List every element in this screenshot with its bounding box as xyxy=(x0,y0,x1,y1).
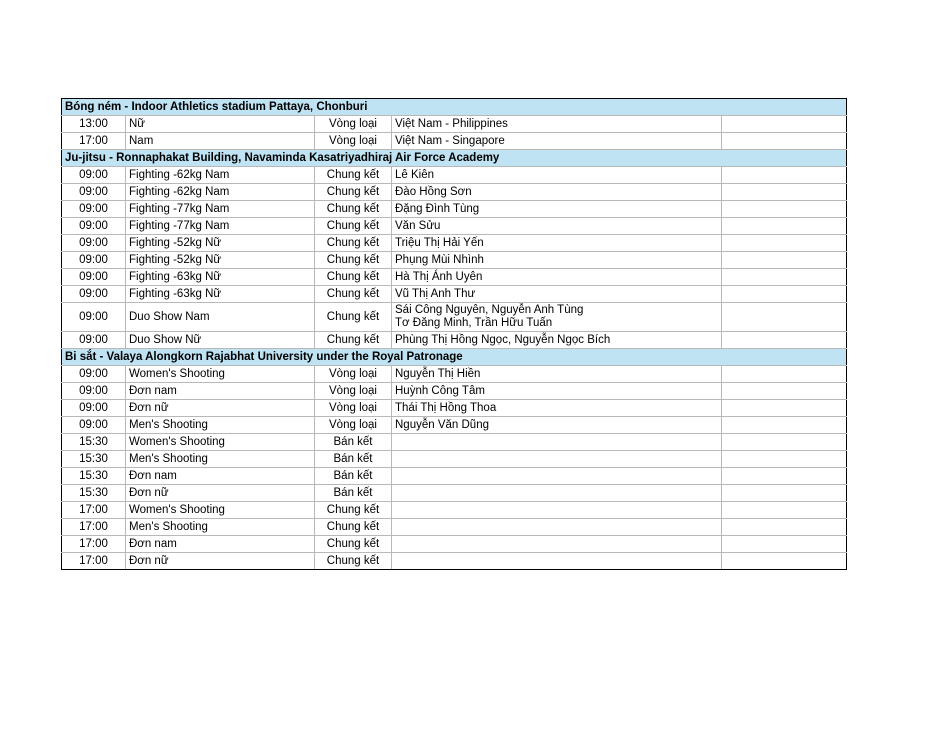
schedule-row xyxy=(62,235,847,252)
note-cell xyxy=(722,184,847,201)
athlete-name: Lê Kiên xyxy=(395,168,435,181)
round-cell: Bán kết xyxy=(315,451,392,468)
schedule-row xyxy=(62,434,847,451)
round-cell: Chung kết xyxy=(315,303,392,332)
event-cell: Women's Shooting xyxy=(126,434,315,451)
event-cell: Fighting -52kg Nữ xyxy=(126,235,315,252)
time-cell: 15:30 xyxy=(62,485,126,502)
note-cell xyxy=(722,167,847,184)
schedule-row xyxy=(62,184,847,201)
event-cell: Women's Shooting xyxy=(126,366,315,383)
section-title: Ju-jitsu - Ronnaphakat Building, Navaminda Kasatriyadhiraj Air Force Academy xyxy=(62,150,847,167)
athlete-cell xyxy=(392,286,722,303)
round-cell: Vòng loại xyxy=(315,133,392,150)
time-cell: 09:00 xyxy=(62,286,126,303)
schedule-row xyxy=(62,366,847,383)
schedule-table xyxy=(61,98,847,570)
time-cell: 15:30 xyxy=(62,468,126,485)
time-cell: 09:00 xyxy=(62,235,126,252)
schedule-row xyxy=(62,116,847,133)
schedule-row xyxy=(62,252,847,269)
athlete-name: Việt Nam - Philippines xyxy=(395,117,508,130)
round-cell: Chung kết xyxy=(315,502,392,519)
note-cell xyxy=(722,218,847,235)
event-cell: Nam xyxy=(126,133,315,150)
round-cell: Bán kết xyxy=(315,468,392,485)
schedule-row xyxy=(62,502,847,519)
athlete-cell xyxy=(392,502,722,519)
note-cell xyxy=(722,451,847,468)
time-cell: 09:00 xyxy=(62,201,126,218)
event-cell: Men's Shooting xyxy=(126,451,315,468)
athlete-name: Phụng Mùi Nhình xyxy=(395,253,484,266)
athlete-cell xyxy=(392,218,722,235)
schedule-row xyxy=(62,303,847,332)
athlete-name: Việt Nam - Singapore xyxy=(395,134,505,147)
note-cell xyxy=(722,468,847,485)
athlete-cell xyxy=(392,269,722,286)
athlete-cell xyxy=(392,468,722,485)
time-cell: 09:00 xyxy=(62,400,126,417)
note-cell xyxy=(722,536,847,553)
time-cell: 17:00 xyxy=(62,553,126,570)
note-cell xyxy=(722,332,847,349)
athlete-cell xyxy=(392,485,722,502)
time-cell: 09:00 xyxy=(62,332,126,349)
athlete-cell xyxy=(392,133,722,150)
event-cell: Đơn nam xyxy=(126,383,315,400)
athlete-cell xyxy=(392,235,722,252)
note-cell xyxy=(722,400,847,417)
round-cell: Vòng loại xyxy=(315,400,392,417)
note-cell xyxy=(722,417,847,434)
round-cell: Chung kết xyxy=(315,201,392,218)
schedule-row xyxy=(62,519,847,536)
athlete-name: Nguyễn Thị Hiền xyxy=(395,367,481,380)
round-cell: Vòng loại xyxy=(315,383,392,400)
time-cell: 09:00 xyxy=(62,252,126,269)
athlete-cell xyxy=(392,201,722,218)
schedule-row xyxy=(62,451,847,468)
athlete-cell xyxy=(392,400,722,417)
time-cell: 09:00 xyxy=(62,303,126,332)
note-cell xyxy=(722,383,847,400)
schedule-row xyxy=(62,400,847,417)
event-cell: Đơn nữ xyxy=(126,553,315,570)
note-cell xyxy=(722,269,847,286)
event-cell: Đơn nam xyxy=(126,468,315,485)
time-cell: 15:30 xyxy=(62,451,126,468)
event-cell: Duo Show Nữ xyxy=(126,332,315,349)
athlete-name: Phùng Thị Hồng Ngọc, Nguyễn Ngọc Bích xyxy=(395,333,611,346)
event-cell: Fighting -62kg Nam xyxy=(126,167,315,184)
event-cell: Fighting -63kg Nữ xyxy=(126,286,315,303)
note-cell xyxy=(722,553,847,570)
athlete-name: Thái Thị Hồng Thoa xyxy=(395,401,497,414)
schedule-row xyxy=(62,201,847,218)
time-cell: 17:00 xyxy=(62,536,126,553)
note-cell xyxy=(722,519,847,536)
event-cell: Fighting -77kg Nam xyxy=(126,201,315,218)
athlete-name: Nguyễn Văn Dũng xyxy=(395,418,489,431)
time-cell: 09:00 xyxy=(62,366,126,383)
round-cell: Vòng loại xyxy=(315,366,392,383)
athlete-name: Tơ Đăng Minh, Trần Hữu Tuấn xyxy=(395,317,553,329)
event-cell: Đơn nữ xyxy=(126,400,315,417)
schedule-row xyxy=(62,167,847,184)
schedule-row xyxy=(62,269,847,286)
note-cell xyxy=(722,116,847,133)
time-cell: 09:00 xyxy=(62,218,126,235)
schedule-row xyxy=(62,332,847,349)
athlete-cell xyxy=(392,417,722,434)
athlete-cell xyxy=(392,252,722,269)
event-cell: Duo Show Nam xyxy=(126,303,315,332)
note-cell xyxy=(722,434,847,451)
note-cell xyxy=(722,286,847,303)
time-cell: 09:00 xyxy=(62,417,126,434)
athlete-cell xyxy=(392,116,722,133)
note-cell xyxy=(722,502,847,519)
time-cell: 13:00 xyxy=(62,116,126,133)
event-cell: Men's Shooting xyxy=(126,417,315,434)
schedule-row xyxy=(62,133,847,150)
section-header xyxy=(62,349,847,366)
round-cell: Chung kết xyxy=(315,252,392,269)
time-cell: 09:00 xyxy=(62,383,126,400)
athlete-name: Đào Hồng Sơn xyxy=(395,185,472,198)
athlete-cell xyxy=(392,519,722,536)
time-cell: 09:00 xyxy=(62,184,126,201)
event-cell: Men's Shooting xyxy=(126,519,315,536)
event-cell: Nữ xyxy=(126,116,315,133)
athlete-cell xyxy=(392,451,722,468)
note-cell xyxy=(722,252,847,269)
time-cell: 17:00 xyxy=(62,502,126,519)
round-cell: Chung kết xyxy=(315,553,392,570)
schedule-row xyxy=(62,485,847,502)
event-cell: Fighting -52kg Nữ xyxy=(126,252,315,269)
athlete-name: Triệu Thị Hải Yến xyxy=(395,236,484,249)
athlete-cell xyxy=(392,553,722,570)
note-cell xyxy=(722,201,847,218)
athlete-cell xyxy=(392,536,722,553)
athlete-name: Vũ Thị Anh Thư xyxy=(395,287,476,300)
schedule-row xyxy=(62,286,847,303)
event-cell: Fighting -77kg Nam xyxy=(126,218,315,235)
athlete-name: Huỳnh Công Tâm xyxy=(395,384,485,397)
event-cell: Fighting -62kg Nam xyxy=(126,184,315,201)
athlete-cell xyxy=(392,383,722,400)
round-cell: Chung kết xyxy=(315,269,392,286)
athlete-cell xyxy=(392,366,722,383)
athlete-cell xyxy=(392,434,722,451)
time-cell: 09:00 xyxy=(62,167,126,184)
schedule-row xyxy=(62,218,847,235)
round-cell: Chung kết xyxy=(315,218,392,235)
schedule-row xyxy=(62,553,847,570)
round-cell: Chung kết xyxy=(315,332,392,349)
time-cell: 17:00 xyxy=(62,133,126,150)
time-cell: 09:00 xyxy=(62,269,126,286)
round-cell: Vòng loại xyxy=(315,417,392,434)
round-cell: Chung kết xyxy=(315,235,392,252)
round-cell: Chung kết xyxy=(315,184,392,201)
round-cell: Bán kết xyxy=(315,485,392,502)
round-cell: Chung kết xyxy=(315,286,392,303)
schedule-row xyxy=(62,383,847,400)
round-cell: Bán kết xyxy=(315,434,392,451)
schedule-row xyxy=(62,417,847,434)
note-cell xyxy=(722,133,847,150)
athlete-name: Hà Thị Ánh Uyên xyxy=(395,270,483,283)
event-cell: Fighting -63kg Nữ xyxy=(126,269,315,286)
note-cell xyxy=(722,235,847,252)
round-cell: Chung kết xyxy=(315,536,392,553)
schedule-row xyxy=(62,536,847,553)
section-header xyxy=(62,99,847,116)
note-cell xyxy=(722,303,847,332)
section-title: Bóng ném - Indoor Athletics stadium Pattaya, Chonburi xyxy=(62,99,847,116)
note-cell xyxy=(722,366,847,383)
round-cell: Chung kết xyxy=(315,519,392,536)
schedule-row xyxy=(62,468,847,485)
athlete-cell xyxy=(392,167,722,184)
event-cell: Women's Shooting xyxy=(126,502,315,519)
schedule-body xyxy=(62,99,847,570)
athlete-name: Đặng Đình Tùng xyxy=(395,202,480,215)
section-title: Bi sắt - Valaya Alongkorn Rajabhat University under the Royal Patronage xyxy=(62,349,847,366)
athlete-cell xyxy=(392,184,722,201)
athlete-name: Văn Sửu xyxy=(395,219,441,232)
round-cell: Vòng loại xyxy=(315,116,392,133)
event-cell: Đơn nam xyxy=(126,536,315,553)
event-cell: Đơn nữ xyxy=(126,485,315,502)
section-header xyxy=(62,150,847,167)
round-cell: Chung kết xyxy=(315,167,392,184)
athlete-cell xyxy=(392,332,722,349)
athlete-cell xyxy=(392,303,722,332)
athlete-name: Sái Công Nguyên, Nguyễn Anh Tùng xyxy=(395,304,584,316)
note-cell xyxy=(722,485,847,502)
time-cell: 15:30 xyxy=(62,434,126,451)
time-cell: 17:00 xyxy=(62,519,126,536)
